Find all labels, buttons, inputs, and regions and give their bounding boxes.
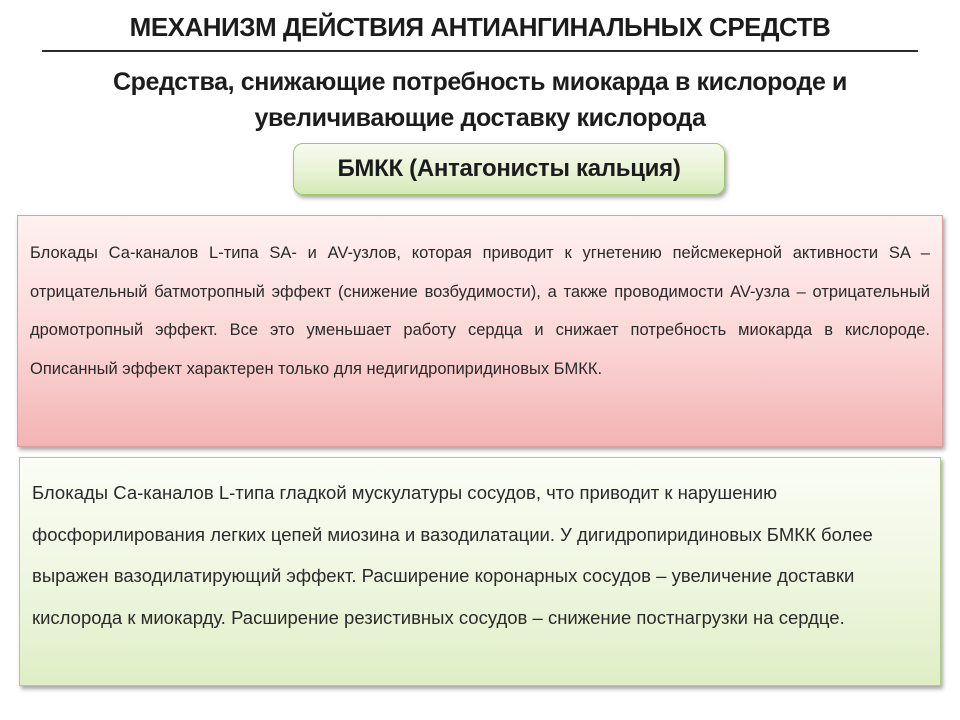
drug-class-badge: БМКК (Антагонисты кальция) [293, 143, 725, 195]
slide-title: МЕХАНИЗМ ДЕЙСТВИЯ АНТИАНГИНАЛЬНЫХ СРЕДСТВ [129, 12, 831, 42]
title-divider [42, 50, 918, 52]
cardiac-effect-panel: Блокады Са-каналов L-типа SA- и AV-узлов, которая приводит к угнетению пейсмекерной активности SA – отрицательный батмотропный эффект (снижение возбудимости), а также проводимости AV-узла – отрицательный дромотропный эффект. Все это уменьшает работу сердца и снижает потребность миокарда в кислороде. Описанный эффект характерен только для недигидропиридиновых БМКК. [17, 215, 943, 447]
vascular-effect-panel: Блокады Са-каналов L-типа гладкой мускулатуры сосудов, что приводит к нарушению фосфорилирования легких цепей миозина и вазодилатации. У дигидропиридиновых БМКК более выражен вазодилатирующий эффект. Расширение коронарных сосудов – увеличение доставки кислорода к миокарду. Расширение резистивных сосудов – снижение постнагрузки на сердце. [19, 457, 941, 686]
slide-subtitle: Средства, снижающие потребность миокарда в кислороде и увеличивающие доставку кислорода [112, 68, 848, 132]
